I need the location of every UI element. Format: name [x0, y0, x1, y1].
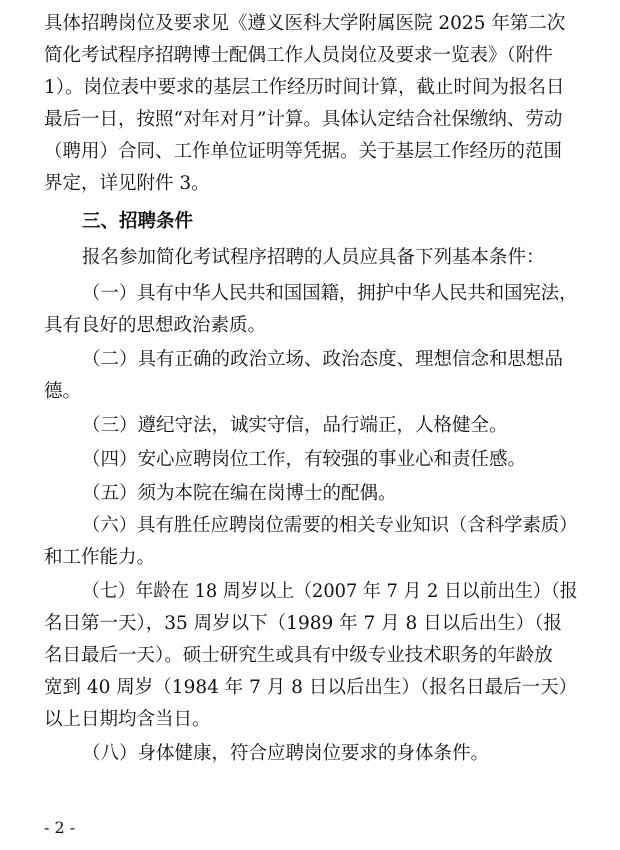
- line-text: 1）。岗位表中要求的基层工作经历时间计算，截止时间为报名日: [44, 77, 565, 98]
- section-heading-text: 三、招聘条件: [82, 211, 194, 232]
- line-text: （聘用）合同、工作单位证明等凭据。关于基层工作经历的范围: [44, 141, 563, 162]
- line-text: 简化考试程序招聘博士配偶工作人员岗位及要求一览表》（附件: [44, 45, 553, 66]
- line-text: （六）具有胜任应聘岗位需要的相关专业知识（含科学素质）: [82, 515, 578, 536]
- line-text: （三）遵纪守法，诚实守信，品行端正，人格健全。: [82, 415, 508, 436]
- line-text: 德。: [44, 381, 82, 402]
- line-text: 以上日期均含当日。: [44, 709, 211, 730]
- line-text: （五）须为本院在编在岗博士的配偶。: [82, 483, 397, 504]
- line-text: （二）具有正确的政治立场、政治态度、理想信念和思想品: [82, 349, 564, 370]
- conditions-intro-text: 报名参加简化考试程序招聘的人员应具备下列基本条件：: [82, 247, 545, 268]
- line-text: 具体招聘岗位及要求见《遵义医科大学附属医院 2025 年第二次: [44, 13, 566, 34]
- line-text: （四）安心应聘岗位工作，有较强的事业心和责任感。: [82, 449, 527, 470]
- line-text: 名日最后一天）。硕士研究生或具有中级专业技术职务的年龄放: [44, 645, 553, 666]
- line-text: （一）具有中华人民共和国国籍，拥护中华人民共和国宪法，: [82, 283, 578, 304]
- line-text: 具有良好的思想政治素质。: [44, 315, 267, 336]
- line-text: 最后一日，按照“对年对月”计算。具体认定结合社保缴纳、劳动: [44, 109, 563, 130]
- line-text: 界定，详见附件 3。: [44, 173, 210, 194]
- line-text: （七）年龄在 18 周岁以上（2007 年 7 月 2 日以前出生）（报: [82, 581, 578, 602]
- line-text: 名日第一天），35 周岁以下（1989 年 7 月 8 日以后出生）（报: [44, 613, 562, 634]
- page-number: - 2 -: [44, 818, 76, 837]
- line-text: （八）身体健康，符合应聘岗位要求的身体条件。: [82, 743, 490, 764]
- line-text: 和工作能力。: [44, 547, 156, 568]
- line-text: 宽到 40 周岁（1984 年 7 月 8 日以后出生）（报名日最后一天）: [44, 677, 578, 698]
